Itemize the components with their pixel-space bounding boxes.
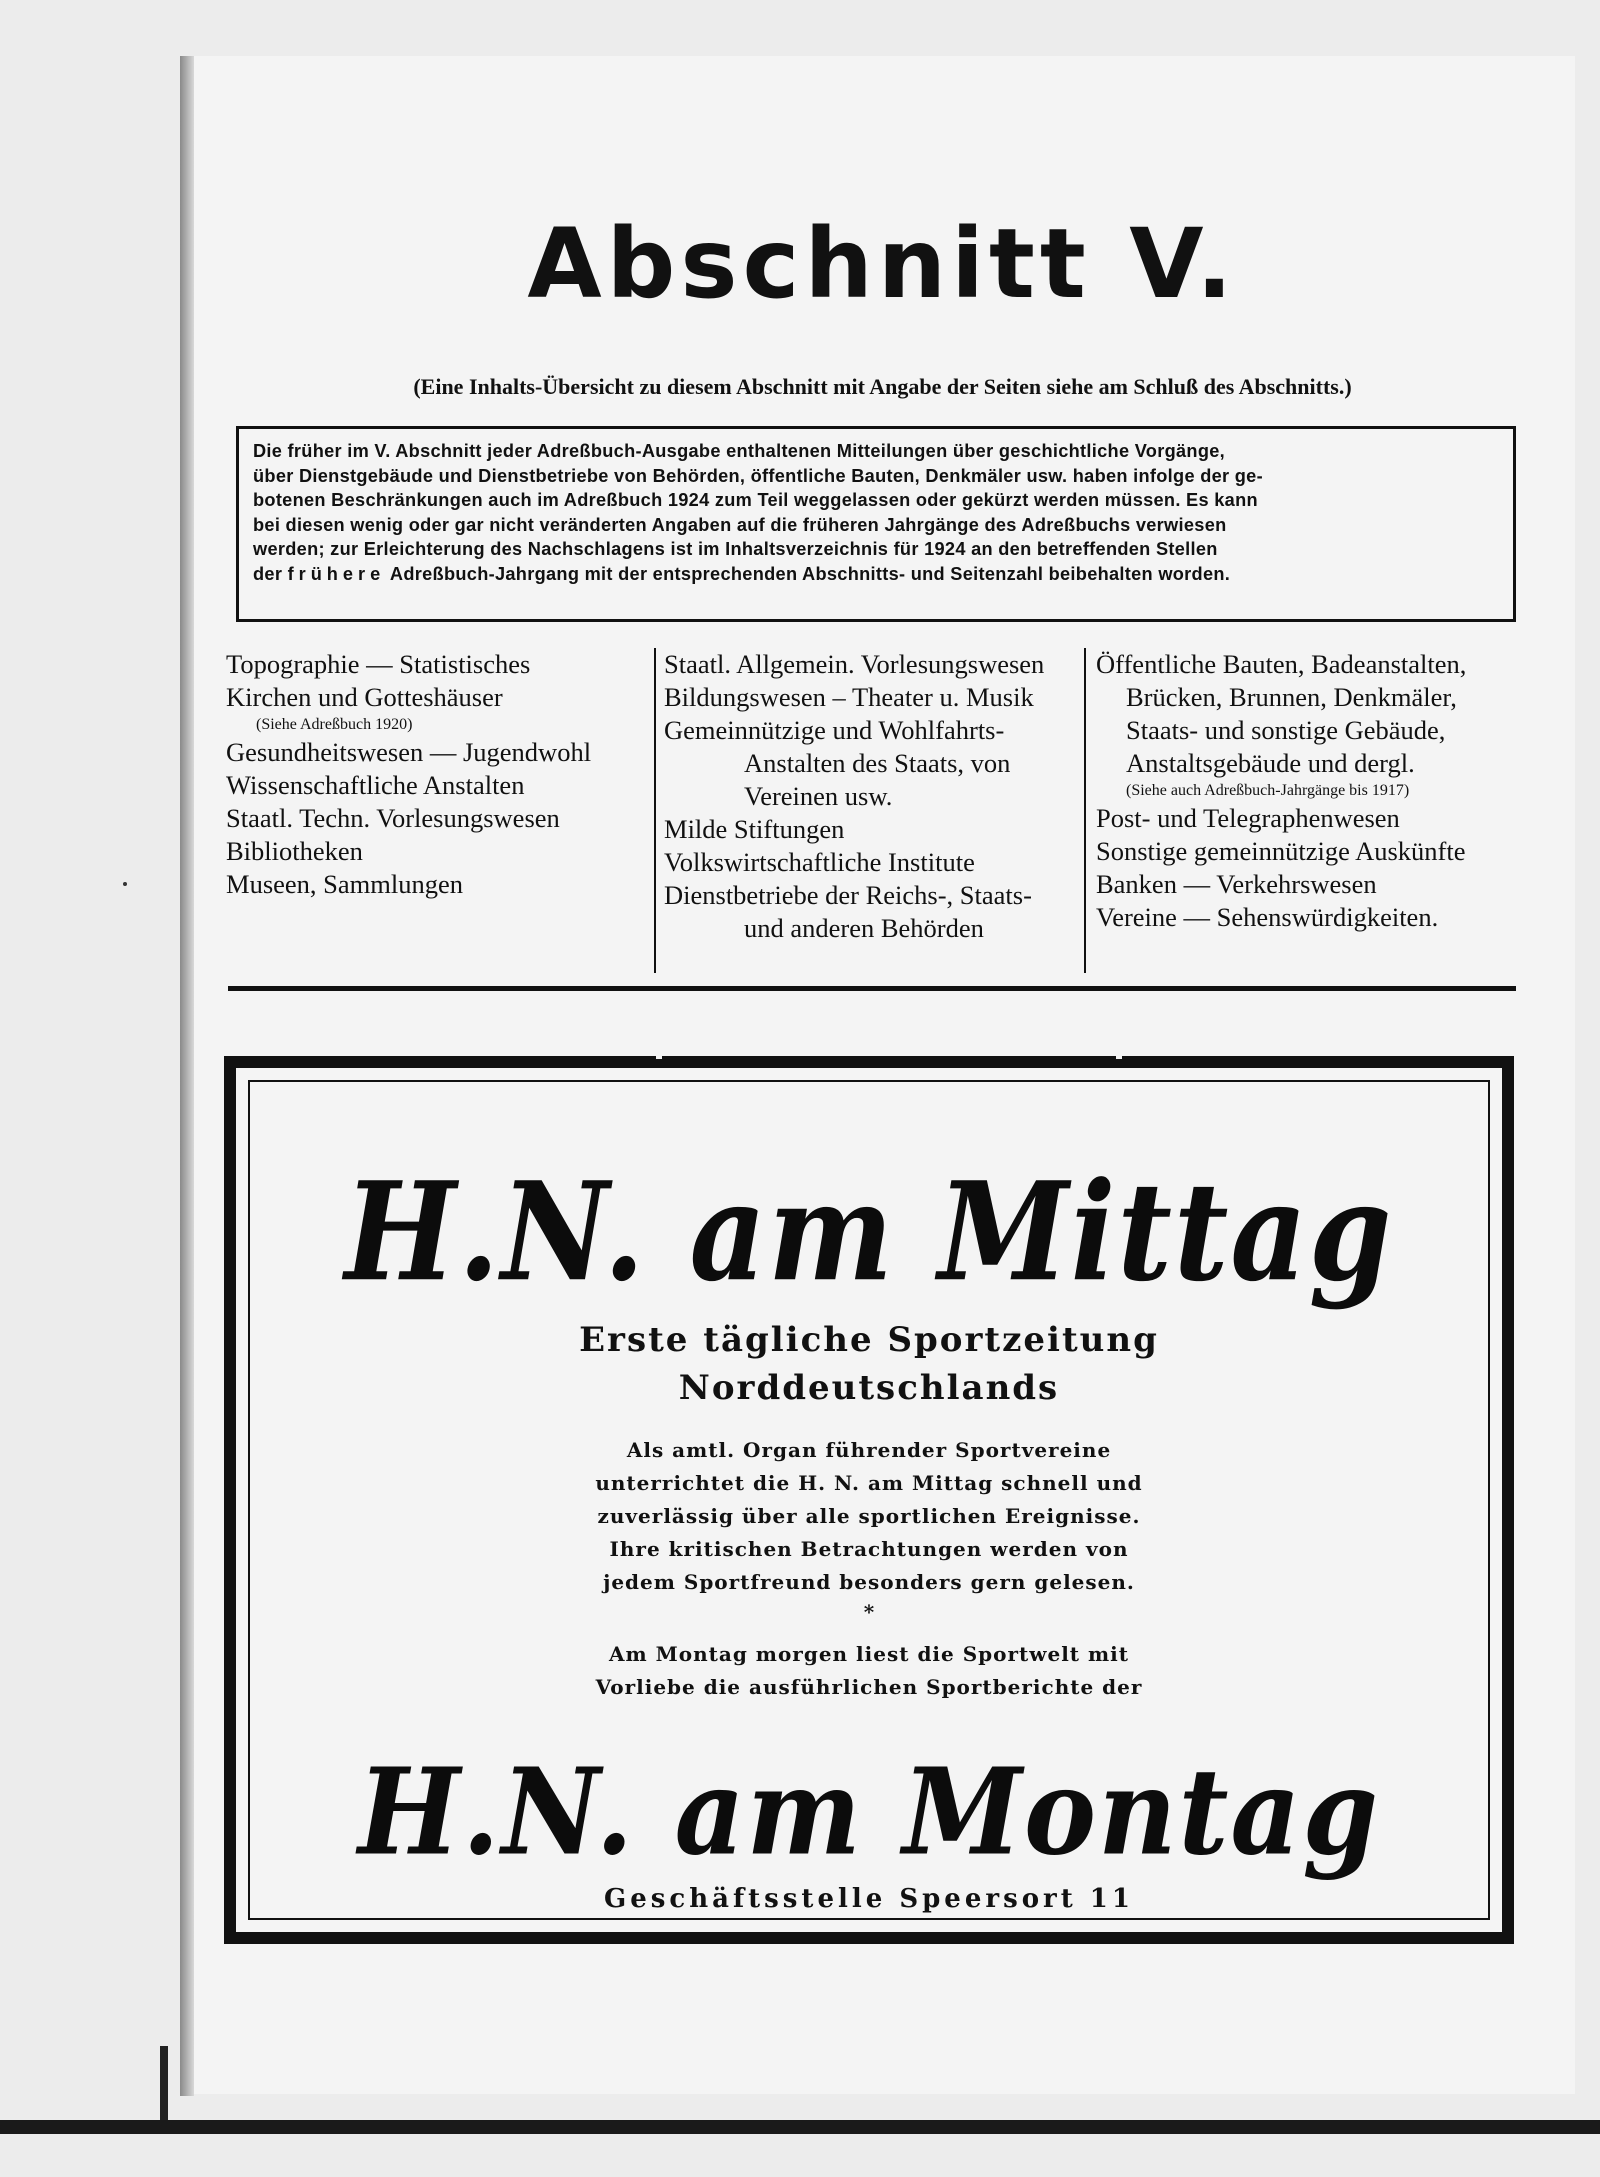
contents-entry: Öffentliche Bauten, Badeanstalten, [1096, 649, 1467, 679]
scan-speck [123, 882, 127, 886]
contents-entry: Gesundheitswesen — Jugendwohl [226, 737, 592, 767]
ad-paragraph [250, 1434, 1488, 1599]
section-title: Abschnitt V. [527, 208, 1238, 320]
contents-entry-cont: Vereinen usw. [744, 781, 893, 811]
binding-edge [160, 2046, 168, 2124]
notice-line: bei diesen wenig oder gar nicht veränderten Angaben auf die früheren Jahrgänge des Adreßbuchs verwiesen [253, 514, 1227, 535]
section-divider [228, 986, 1516, 991]
section-subtitle: (Eine Inhalts-Übersicht zu diesem Abschnitt mit Angabe der Seiten siehe am Schluß des Abschnitts.) [413, 374, 1352, 399]
contents-entry: Topographie — Statistisches [226, 649, 531, 679]
ad-inner-frame [248, 1080, 1490, 1920]
newspaper-logo-bottom: H.N. am Montag [358, 1743, 1380, 1883]
contents-note: (Siehe auch Adreßbuch-Jahrgänge bis 1917) [1126, 782, 1410, 799]
contents-entry: Post- und Telegraphenwesen [1096, 803, 1400, 833]
contents-entry: Staatl. Techn. Vorlesungswesen [226, 803, 560, 833]
ad-line: Vorliebe die ausführlichen Sportberichte der [595, 1675, 1143, 1699]
advertisement [224, 1056, 1514, 1944]
ad-line: Am Montag morgen liest die Sportwelt mit [609, 1642, 1129, 1666]
contents-columns [226, 648, 1522, 973]
ad-separator: * [863, 1600, 875, 1624]
scan-bottom-edge [0, 2120, 1600, 2134]
contents-entry: Kirchen und Gotteshäuser [226, 682, 503, 712]
ad-paragraph [250, 1638, 1488, 1704]
notice-last-end: Adreßbuch-Jahrgang mit der entsprechenden Abschnitts- und Seitenzahl beibehalten worden. [389, 563, 1231, 584]
notice-line: werden; zur Erleichterung des Nachschlagens ist im Inhaltsverzeichnis für 1924 an den betreffenden Stellen [253, 539, 1218, 560]
frame-gap [656, 1056, 662, 1059]
newspaper-logo-top: H.N. am Mittag [344, 1151, 1394, 1312]
contents-entry: Bildungswesen – Theater u. Musik [664, 682, 1034, 712]
notice-last-start: der [253, 563, 283, 584]
ad-line: jedem Sportfreund besonders gern gelesen. [603, 1570, 1135, 1594]
contents-entry-cont: Anstalten des Staats, von [744, 748, 1011, 778]
ad-address: Geschäftsstelle Speersort 11 [604, 1884, 1134, 1914]
contents-entry: Staatl. Allgemein. Vorlesungswesen [664, 649, 1045, 679]
binding-shadow [180, 56, 194, 2096]
frame-gap [1116, 1056, 1122, 1059]
contents-entry: Bibliotheken [226, 836, 363, 866]
ad-line: zuverlässig über alle sportlichen Ereignisse. [597, 1504, 1141, 1528]
contents-entry: Museen, Sammlungen [226, 869, 463, 899]
contents-entry-cont: Staats- und sonstige Gebäude, [1126, 715, 1446, 745]
notice-spaced-word: frühere [287, 563, 386, 584]
contents-entry-cont: Brücken, Brunnen, Denkmäler, [1126, 682, 1457, 712]
notice-box [236, 426, 1516, 622]
contents-entry: Vereine — Sehenswürdigkeiten. [1096, 902, 1439, 932]
contents-entry: Wissenschaftliche Anstalten [226, 770, 525, 800]
contents-entry: Milde Stiftungen [664, 814, 845, 844]
ad-tagline: Norddeutschlands [678, 1368, 1060, 1408]
contents-entry: Volkswirtschaftliche Institute [664, 847, 975, 877]
contents-note: (Siehe Adreßbuch 1920) [256, 716, 413, 733]
notice-line-last [253, 562, 1499, 587]
notice-line: über Dienstgebäude und Dienstbetriebe von Behörden, öffentliche Bauten, Denkmäler usw. haben infolge der ge- [253, 465, 1263, 486]
contents-entry: Gemeinnützige und Wohlfahrts- [664, 715, 1005, 745]
contents-entry-cont: Anstaltsgebäude und dergl. [1126, 748, 1415, 778]
contents-entry: Sonstige gemeinnützige Auskünfte [1096, 836, 1466, 866]
ad-line: Ihre kritischen Betrachtungen werden von [609, 1537, 1129, 1561]
ad-line: unterrichtet die H. N. am Mittag schnell und [595, 1471, 1143, 1495]
ad-tagline: Erste tägliche Sportzeitung [579, 1320, 1159, 1360]
ad-line: Als amtl. Organ führender Sportvereine [626, 1438, 1112, 1462]
notice-line: Die früher im V. Abschnitt jeder Adreßbuch-Ausgabe enthaltenen Mitteilungen über geschichtliche Vorgänge, [253, 441, 1225, 461]
contents-entry: Banken — Verkehrswesen [1096, 869, 1377, 899]
contents-column-2 [654, 648, 1084, 973]
contents-column-1 [226, 648, 654, 973]
notice-line: botenen Beschränkungen auch im Adreßbuch 1924 zum Teil weggelassen oder gekürzt werden müssen. Es kann [253, 490, 1258, 511]
contents-entry-cont: und anderen Behörden [744, 913, 984, 943]
contents-column-3 [1084, 648, 1522, 973]
contents-entry: Dienstbetriebe der Reichs-, Staats- [664, 880, 1032, 910]
